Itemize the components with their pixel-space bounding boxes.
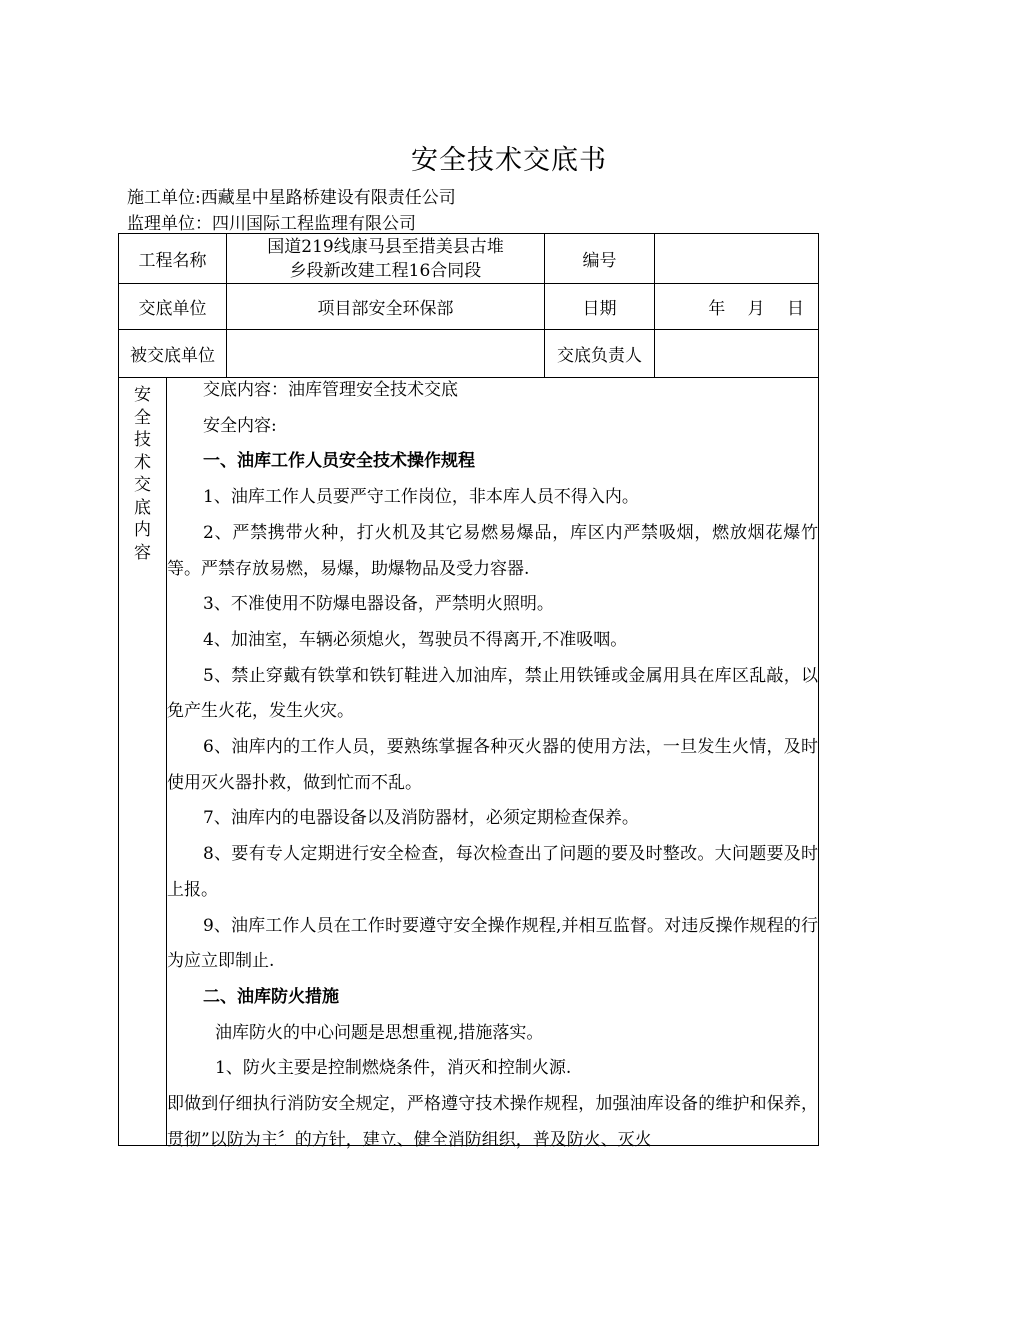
section-1-item: 4、加油室，车辆必须熄火，驾驶员不得离开,不准吸咽。 — [203, 629, 628, 650]
side-label-content — [119, 378, 167, 1146]
number-value — [655, 234, 819, 284]
responsible-label: 交底负责人 — [545, 330, 655, 378]
section-1-item: 5、禁止穿戴有铁掌和铁钉鞋进入加油库，禁止用铁锤或金属用具在库区乱敲，以免产生火花，发生火灾。 — [167, 665, 818, 722]
subject-line: 交底内容：油库管理安全技术交底 — [203, 380, 458, 400]
side-char: 全 — [134, 407, 151, 428]
side-char: 安 — [134, 385, 151, 405]
side-char: 底 — [134, 497, 151, 518]
receiver-label: 被交底单位 — [119, 330, 227, 378]
side-char: 技 — [134, 430, 151, 450]
construction-unit: 施工单位:西藏星中星路桥建设有限责任公司 — [127, 188, 456, 208]
issuer-label: 交底单位 — [119, 284, 227, 330]
section-1-item: 8、要有专人定期进行安全检查，每次检查出了问题的要及时整改。大问题要及时上报。 — [167, 844, 818, 900]
safety-heading: 安全内容: — [203, 415, 277, 436]
project-name-value — [227, 234, 545, 284]
side-char: 容 — [134, 542, 151, 563]
issuer-value: 项目部安全环保部 — [227, 284, 545, 330]
project-name-label: 工程名称 — [119, 234, 227, 284]
side-char: 内 — [134, 520, 151, 540]
section-1-item: 6、油库内的工作人员，要熟练掌握各种灭火器的使用方法，一旦发生火情，及时使用灭火器扑救，做到忙而不乱。 — [167, 737, 818, 793]
side-char: 术 — [134, 452, 151, 473]
section-1-item: 1、油库工作人员要严守工作岗位，非本库人员不得入内。 — [203, 487, 639, 508]
date-label: 日期 — [545, 284, 655, 330]
section-2-item-1: 1、防火主要是控制燃烧条件，消灭和控制火源. — [215, 1058, 572, 1079]
date-value: 年 月 日 — [655, 284, 819, 330]
side-char: 交 — [134, 475, 151, 495]
disclosure-content — [167, 378, 819, 1150]
section-2-text: 即做到仔细执行消防安全规定，严格遵守技术操作规程，加强油库设备的维护和保养，贯彻”以防为主〞的方针，建立、健全消防组织，普及防火、灭火 — [167, 1094, 818, 1150]
section-1-item: 9、油库工作人员在工作时要遵守安全操作规程,并相互监督。对违反操作规程的行为应立即制止. — [167, 915, 818, 972]
supervision-unit: 监理单位：四川国际工程监理有限公司 — [127, 214, 416, 234]
receiver-value — [227, 330, 545, 378]
section-1-item: 2、严禁携带火种，打火机及其它易燃易爆品，库区内严禁吸烟，燃放烟花爆竹等。严禁存放易燃，易爆，助爆物品及受力容器. — [167, 522, 818, 579]
project-name-line-2: 乡段新改建工程16合同段 — [289, 260, 482, 281]
document-title: 安全技术交底书 — [411, 145, 607, 176]
section-2-title: 二、油库防火措施 — [203, 986, 339, 1007]
section-1-title: 一、油库工作人员安全技术操作规程 — [203, 451, 475, 472]
disclosure-form-table — [118, 233, 819, 1150]
project-name-line-1: 国道219线康马县至措美县古堆 — [267, 236, 504, 257]
section-2-intro: 油库防火的中心问题是思想重视,措施落实。 — [215, 1022, 544, 1043]
responsible-value — [655, 330, 819, 378]
section-1-item: 3、不准使用不防爆电器设备，严禁明火照明。 — [203, 594, 554, 615]
section-1-item: 7、油库内的电器设备以及消防器材，必须定期检查保养。 — [203, 808, 639, 829]
number-label: 编号 — [545, 234, 655, 284]
